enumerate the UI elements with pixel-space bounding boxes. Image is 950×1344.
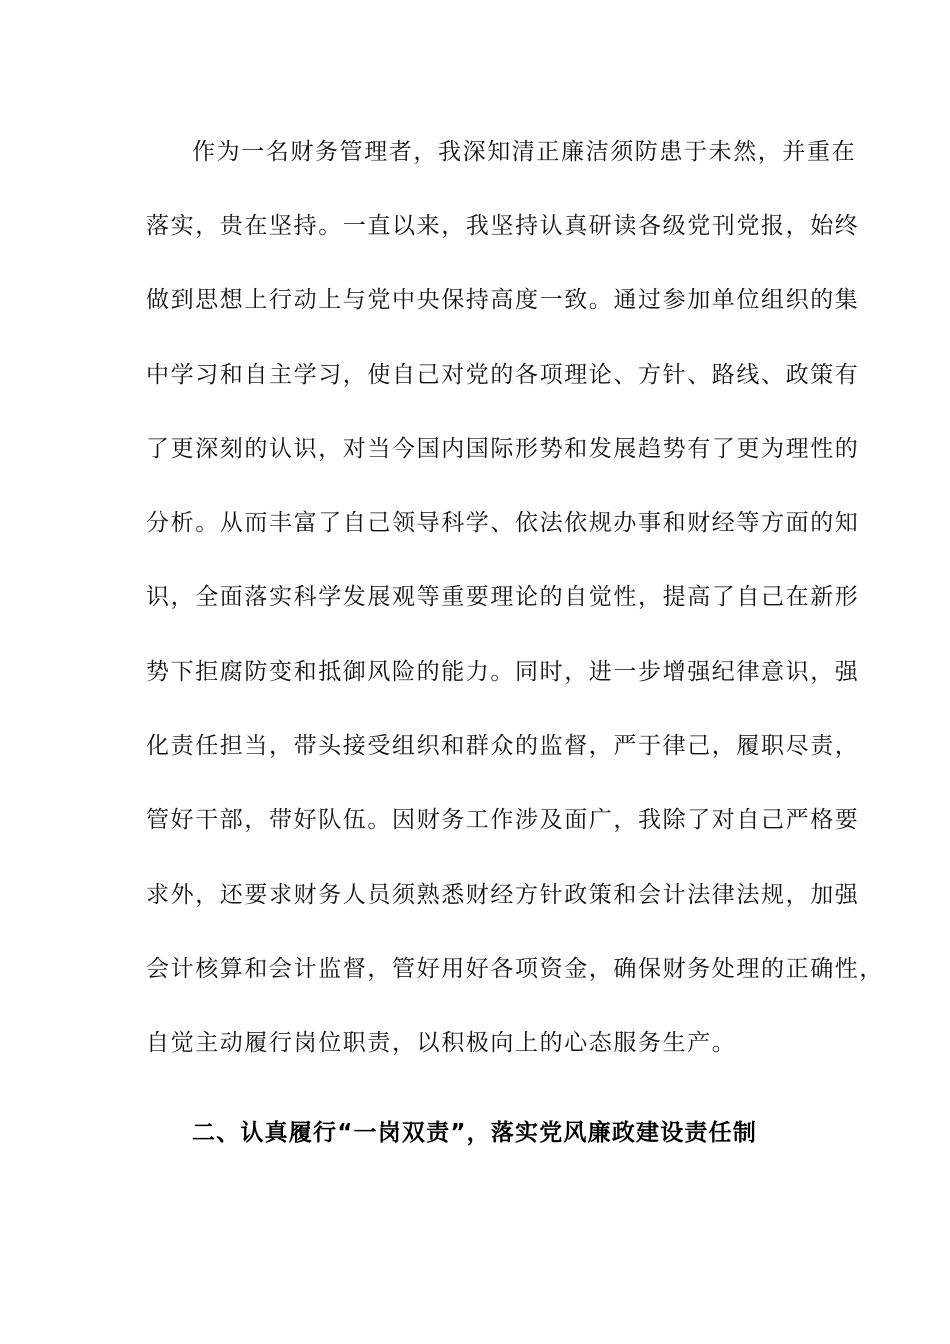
paragraph-line: 管好干部，带好队伍。因财务工作涉及面广，我除了对自己严格要	[146, 807, 860, 833]
paragraph-line: 了更深刻的认识，对当今国内国际形势和发展趋势有了更为理性的	[146, 436, 860, 462]
paragraph-line: 势下拒腐防变和抵御风险的能力。同时，进一步增强纪律意识，强	[146, 659, 860, 685]
paragraph-line: 会计核算和会计监督，管好用好各项资金，确保财务处理的正确性，	[146, 956, 884, 982]
paragraph-line: 中学习和自主学习，使自己对党的各项理论、方针、路线、政策有	[146, 362, 860, 388]
paragraph-line: 求外，还要求财务人员须熟悉财经方针政策和会计法律法规，加强	[146, 882, 860, 908]
paragraph-line: 识，全面落实科学发展观等重要理论的自觉性，提高了自己在新形	[146, 584, 860, 610]
paragraph-line: 化责任担当，带头接受组织和群众的监督，严于律己，履职尽责，	[146, 733, 860, 759]
paragraph-line: 作为一名财务管理者，我深知清正廉洁须防患于未然，并重在	[192, 139, 857, 165]
section-heading: 二、认真履行“一岗双责”，落实党风廉政建设责任制	[192, 1120, 758, 1146]
paragraph-line: 做到思想上行动上与党中央保持高度一致。通过参加单位组织的集	[146, 287, 860, 313]
paragraph-line: 分析。从而丰富了自己领导科学、依法依规办事和财经等方面的知	[146, 510, 860, 536]
paragraph-line: 落实，贵在坚持。一直以来，我坚持认真研读各级党刊党报，始终	[146, 213, 860, 239]
paragraph-line: 自觉主动履行岗位职责，以积极向上的心态服务生产。	[146, 1030, 737, 1056]
